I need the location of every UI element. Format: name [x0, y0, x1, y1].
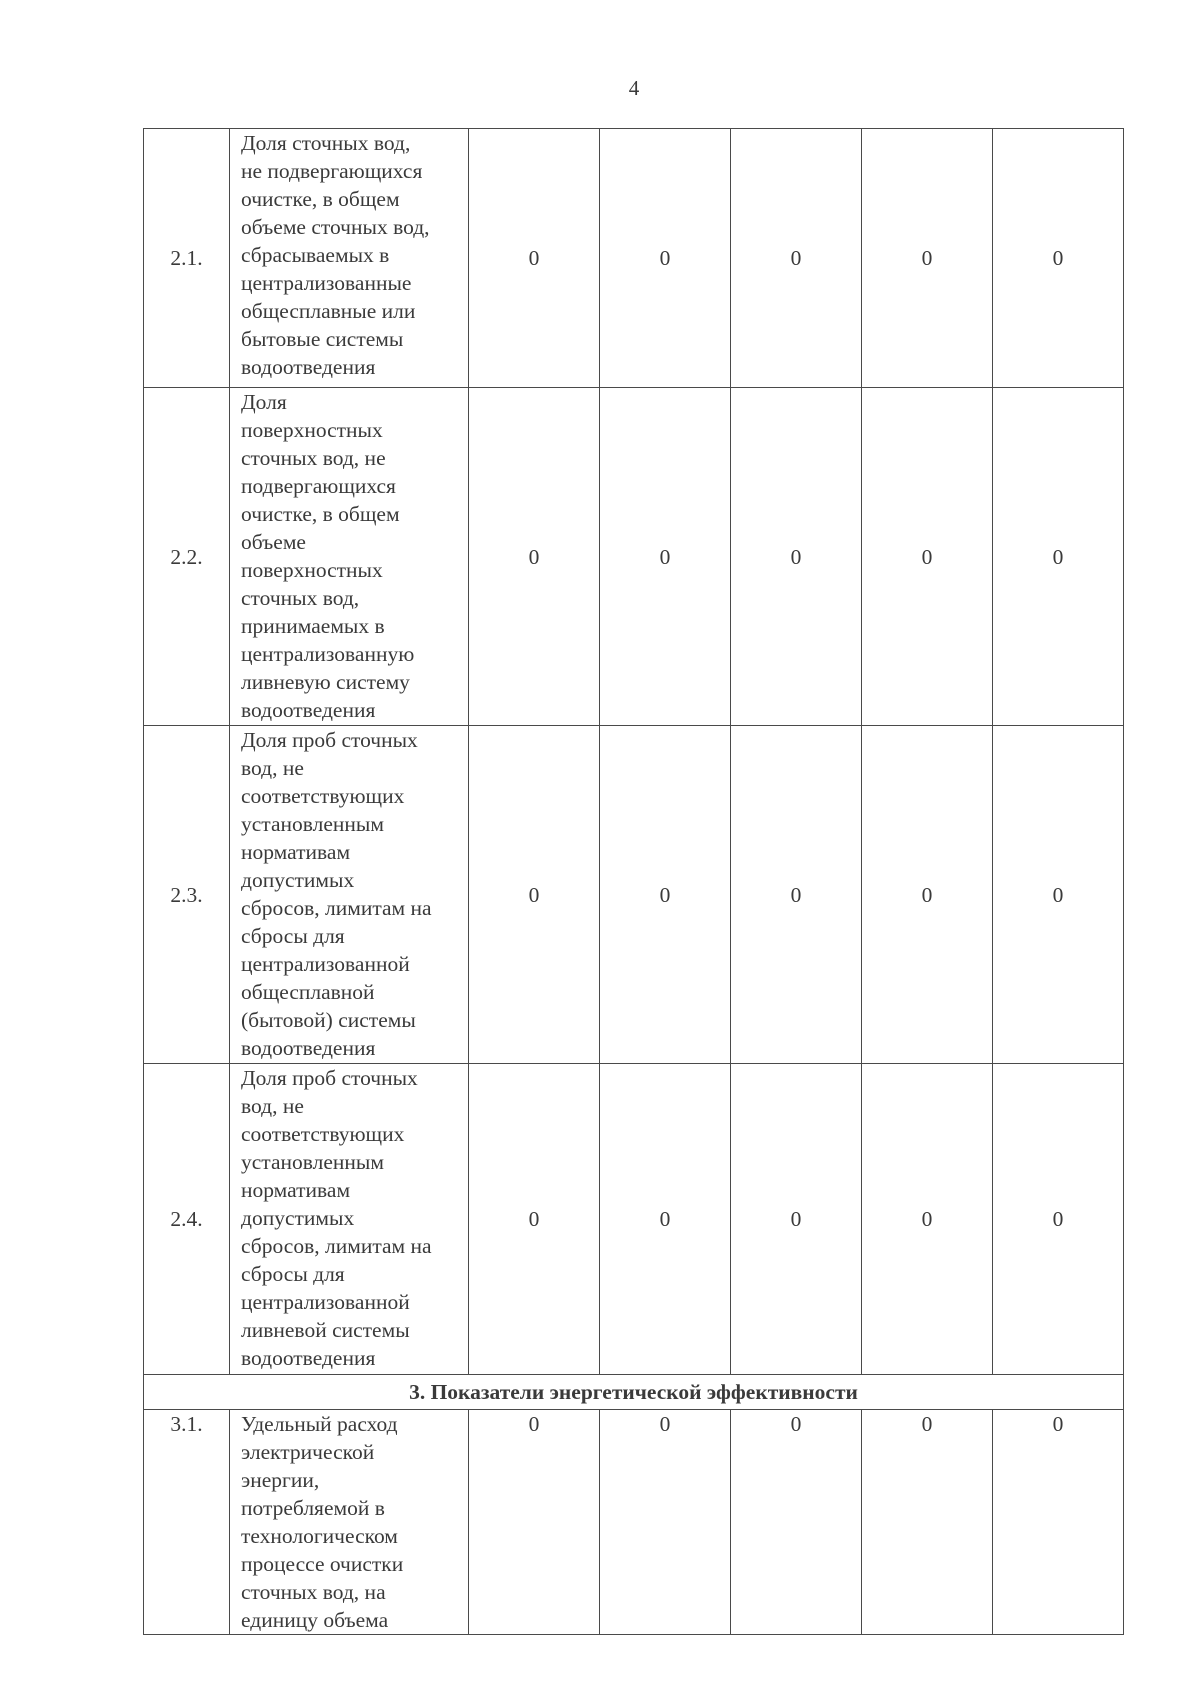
row-number: 2.2. [144, 388, 230, 726]
table-row [144, 1064, 1124, 1375]
value-cell: 0 [469, 1064, 600, 1375]
indicator-name [230, 129, 469, 388]
section-header-row [144, 1375, 1124, 1410]
value-cell: 0 [862, 726, 993, 1064]
value-cell: 0 [469, 129, 600, 388]
value-cell: 0 [731, 1410, 862, 1635]
page-number: 4 [628, 76, 640, 100]
value-cell: 0 [600, 1064, 731, 1375]
indicator-name [230, 726, 469, 1064]
table-row [144, 388, 1124, 726]
indicator-name-text: Доля сточных вод, не подвергающихся очистке, в общем объеме сточных вод, сбрасываемых в централизованные общесплавные или бытовые системы водоотведения [241, 131, 430, 379]
value-cell: 0 [993, 1410, 1124, 1635]
value-cell: 0 [600, 1410, 731, 1635]
indicator-name-text: Доля проб сточных вод, не соответствующих установленным нормативам допустимых сбросов, лимитам на сбросы для централизованной ливневой системы водоотведения [241, 1066, 432, 1370]
value-cell: 0 [862, 129, 993, 388]
value-cell: 0 [993, 129, 1124, 388]
indicator-name [230, 388, 469, 726]
value-cell: 0 [731, 388, 862, 726]
row-number: 2.3. [144, 726, 230, 1064]
indicators-table [143, 128, 1124, 1635]
section-title: 3. Показатели энергетической эффективности [144, 1375, 1124, 1410]
indicator-name [230, 1410, 469, 1635]
table-row [144, 726, 1124, 1064]
indicator-name-text: Удельный расход электрической энергии, потребляемой в технологическом процессе очистки сточных вод, на единицу объема [241, 1412, 404, 1632]
value-cell: 0 [862, 388, 993, 726]
value-cell: 0 [600, 726, 731, 1064]
value-cell: 0 [469, 1410, 600, 1635]
indicator-name-text: Доля проб сточных вод, не соответствующих установленным нормативам допустимых сбросов, лимитам на сбросы для централизованной общесплавной (бытовой) системы водоотведения [241, 728, 432, 1060]
value-cell: 0 [600, 129, 731, 388]
value-cell: 0 [600, 388, 731, 726]
table-row [144, 1410, 1124, 1635]
value-cell: 0 [862, 1410, 993, 1635]
value-cell: 0 [993, 1064, 1124, 1375]
value-cell: 0 [469, 726, 600, 1064]
row-number: 2.1. [144, 129, 230, 388]
value-cell: 0 [731, 726, 862, 1064]
row-number: 2.4. [144, 1064, 230, 1375]
value-cell: 0 [731, 1064, 862, 1375]
row-number: 3.1. [144, 1410, 230, 1635]
value-cell: 0 [993, 388, 1124, 726]
value-cell: 0 [469, 388, 600, 726]
table-row [144, 129, 1124, 388]
value-cell: 0 [731, 129, 862, 388]
indicator-name [230, 1064, 469, 1375]
indicator-name-text: Доля поверхностных сточных вод, не подвергающихся очистке, в общем объеме поверхностных сточных вод, принимаемых в централизованную ливневую систему водоотведения [241, 390, 415, 722]
value-cell: 0 [993, 726, 1124, 1064]
value-cell: 0 [862, 1064, 993, 1375]
